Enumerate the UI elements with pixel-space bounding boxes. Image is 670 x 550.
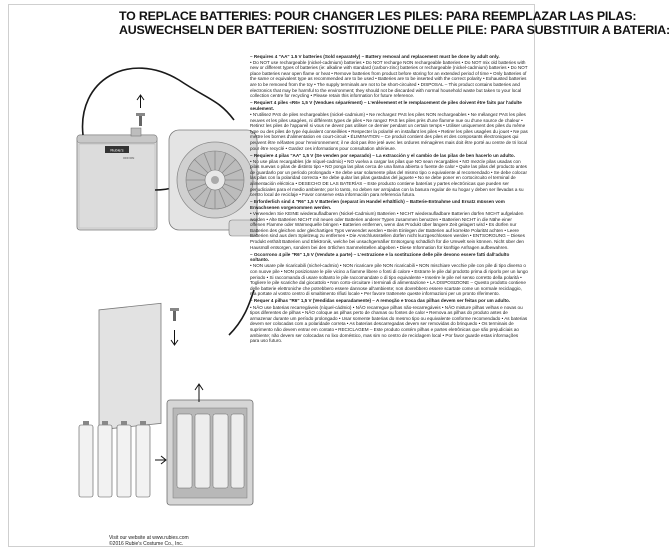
instruction-es-lead: – Requiere 4 pilas "AA" 1,5 V (Se venden por separado) – La extracción y el cambio de las pilas de ben hacerlo un adulto. xyxy=(250,152,516,158)
instruction-pt-body: • NÃO use baterias recarregáveis (níquel-cádmio) • NÃO recarregue pilhas não-recarregáveis • NÃO misture pilhas velhas e novas ou tipos diferentes de pilhas • NÃO coloque as pilhas perto de chamas ou fontes de calor • Remova as pilhas do produto antes de armazenar durante um período prolongado • Usar somente baterias do mesmo tipo ou equivalente conforme recomendado • As baterias devem ser colocadas com a polaridade correta • As baterias descarregadas devem ser removidas do brinquedo • Os terminais de suprimento não devem entrar em contato • RECICLAGEM – Este produto contém pilhas e partes eletrônicas que são prejudiciais ao ambiente; não devem ser colocadas no lixo doméstico, mas sim no centro de reciclagem local • Por favor guarde estas informações para uso futuro. xyxy=(250,304,528,344)
battery-box-closed xyxy=(77,128,157,230)
brand-logo xyxy=(105,146,129,153)
instruction-en-lead: – Requires 4 "AA" 1.5 V batteries (Sold separately) – Battery removal and replacement must be done by adult only. xyxy=(250,53,500,59)
instruction-en-body: • Do NOT use rechargeable (nickel-cadmium) batteries • Do NOT recharge NON rechargeable batteries • Do NOT mix old batteries with new or different types of batteries (ie: alkaline with standard (carbon-zinc) batteries or rechargeable (nickel-cadmium) batteries • Do NOT place batteries near open flame or heat • Remove batteries from product before storing for an extended period of time • Only batteries of the same or equivalent type as recommended are to be used • Batteries are to be inserted with the correct polarity • Exhausted batteries are to be removed from the toy • The supply terminals are not to be short-circuited • DISPOSAL – This product contains batteries and electronics that may be harmful to the environment; they should not be discarded with normal household waste but taken to your local collection centre for recycling • Please retain this information for future reference. xyxy=(250,59,528,99)
instructions-column xyxy=(250,52,528,542)
instruction-it-lead: – Occorrono 4 pile "R6" 1,5 V (Vendute a parte) – L'estrazione e la sostituzione delle pile devono essere fatti dall'adulto soltanto. xyxy=(250,251,510,263)
instruction-fr-lead: – Requiert 4 piles «R6» 1,5 V (Vendues séparément) – L'enlèvement et le remplacement de piles doivent être faits par l'adulte seulement. xyxy=(250,100,522,111)
instruction-de-lead: – Erforderlich sind 4 "R6" 1,5 V Batterien (separat im Handel erhältlich) – Batterie-Entnahme und Ersatz müssen vom Erwachsenen vorgenommen werden. xyxy=(250,199,505,210)
screw-icon-2 xyxy=(170,308,179,345)
instruction-it-body: • NON usare pile ricaricabili (nichel-cadmio) • NON ricaricare pile NON ricaricabili • NON mischiare vecchie pile con pile di tipo diverso o con nuove pile • NON posizionare le pile vicino a fiamme libere o fonti di calore • Estrarre le pile dal prodotto prima di riporlo per un lungo periodo • Si raccomanda di usare soltanto le pile raccomandate o di tipo equivalente • Inserire le pile nel senso corretto della polarità • Togliere le pile scariche dal giocattolo • Non corto-circuitare i terminali di alimentazione • LA DISPOSIZIONE – Questo prodotto contiene delle batterie elettroniche che potrebbero essere dannose all'ambiente; non dovrebbero essere scartate come un normale reciclaggio, ma portate al vostro centro di smaltimento rifiuti locale • Per favore trattenete queste informazioni per un pronto riferimento. xyxy=(250,263,528,297)
instruction-pt-lead: – Requer 4 pilhas "R6" 1,5 V (Vendidas separadamente) – A remoção e troca das pilhas devem ser feitas por um adulto. xyxy=(250,298,511,304)
brand-label: Rubie's xyxy=(110,147,124,153)
copyright: ©2016 Rubie's Costume Co., Inc. xyxy=(109,541,184,547)
website-link[interactable]: Visit our website at www.rubies.com xyxy=(109,535,189,541)
instruction-de-body: • Verwenden Sie KEINE wiederaufladbaren (Nickel-Cadmium) Batterien • NICHT wiederaufladbare Batterien dürfen NICHT aufgeladen werden • Alte Batterien NICHT mit neuen oder Batterien anderer Typen zusammen benutzen • Batterien NICHT in die Nähe einer offenen Flamme oder Wärmequelle bringen • Batterien entfernen, wenn das Produkt über längere Zeit gelagert wird • Es dürfen nur Batterien des gleichen oder gleichartigen Typs verwendet werden • Beim Einlegen der Batterien auf korrekte Polarität achten • Leere Batterien sind aus dem Spielzeug zu entfernen • Die Anschlussstellen dürfen nicht kurzgeschlossen werden • ENTSORGUNG – Dieses Produkt enthält Batterien und Elektronik, welche bei unsachgemäßer Entsorgung schädlich für die Umwelt sein können. Nicht über den Hausmüll entsorgen, sondern bei den örtlichen Sammelstellen abgeben • Diese Information für künftige Anfragen aufbewahren. xyxy=(250,211,525,250)
switch-label: OFF/ON xyxy=(123,156,135,160)
title-line-1: TO REPLACE BATTERIES: POUR CHANGER LES PILES: PARA REEMPLAZAR LAS PILAS: xyxy=(119,9,637,23)
aa-battery-icons xyxy=(79,421,166,497)
page-title xyxy=(119,9,670,37)
fan-unit-icon xyxy=(169,130,257,236)
footer xyxy=(109,535,269,547)
battery-replacement-illustration xyxy=(69,40,259,540)
power-cable xyxy=(83,68,234,135)
instruction-es-body: • No use pilas recargables (de níquel-cadmio) • NO vuelva a cargar las pilas que NO sean recargables • NO mezcle pilas usadas con pilas nuevas o pilas de distinto tipo • NO ponga las pilas cerca de una llama abierta o fuente de calor • Quite las pilas del producto antes de guardarlo por un período prolongado • Se debe usar solamente pilas del mismo tipo o equivalente al recomendado • Se debe colocar las pilas con la polaridad correcta • Se debe quitar las pilas gastadas del juguete • No se debe poner en cortocircuito el terminal de alimentación eléctrica • DESECHO DE LAS BATERÍAS – Este producto contiene baterías y partes electrónicas que pueden ser perjudiciales para el medio ambiente; por lo tanto, no deben ser arrojadas con la basura regular de su hogar y deben ser llevadas a su centro local de reciclaje • Favor conserve esta información para referencia futura. xyxy=(250,158,527,198)
title-line-2: AUSWECHSELN DER BATTERIEN: SOSTITUZIONE DELLE PILE: PARA SUBSTITUIR A BATERIA: xyxy=(119,22,670,37)
battery-box-open xyxy=(167,384,253,505)
battery-cover xyxy=(99,303,161,430)
screw-icon xyxy=(136,95,145,126)
instruction-sheet xyxy=(8,4,670,547)
instruction-fr-body: • N'utilisez PAS de piles rechargeables (nickel-cadmium) • Ne rechargez PAS les piles NON rechargeables • Ne mélangez PAS les piles neuves et les piles usagées, ni différents types de piles • Ne rangez PAS les piles près d'une flamme nue ou d'une source de chaleur • Retirez les piles de l'appareil si vous ne devez pas utiliser ce dernier pendant un certain temps • Utiliser uniquement des piles du même type ou des piles de type équivalent conseillées • Respecter la polarité en installant les piles • Retirer les piles usagées du jouet • Ne pas mettre les bornes d'alimentation en court-circuit • ÉLIMINATION – Ce produit contient des piles et des composants électroniques qui peuvent être néfastes pour l'environnement; il ne doit pas être jeté avec les ordures ménagères mais doit être porté au centre de tri local pour être recyclé • Gardez ces informations pour consultation ultérieure. xyxy=(250,111,528,151)
